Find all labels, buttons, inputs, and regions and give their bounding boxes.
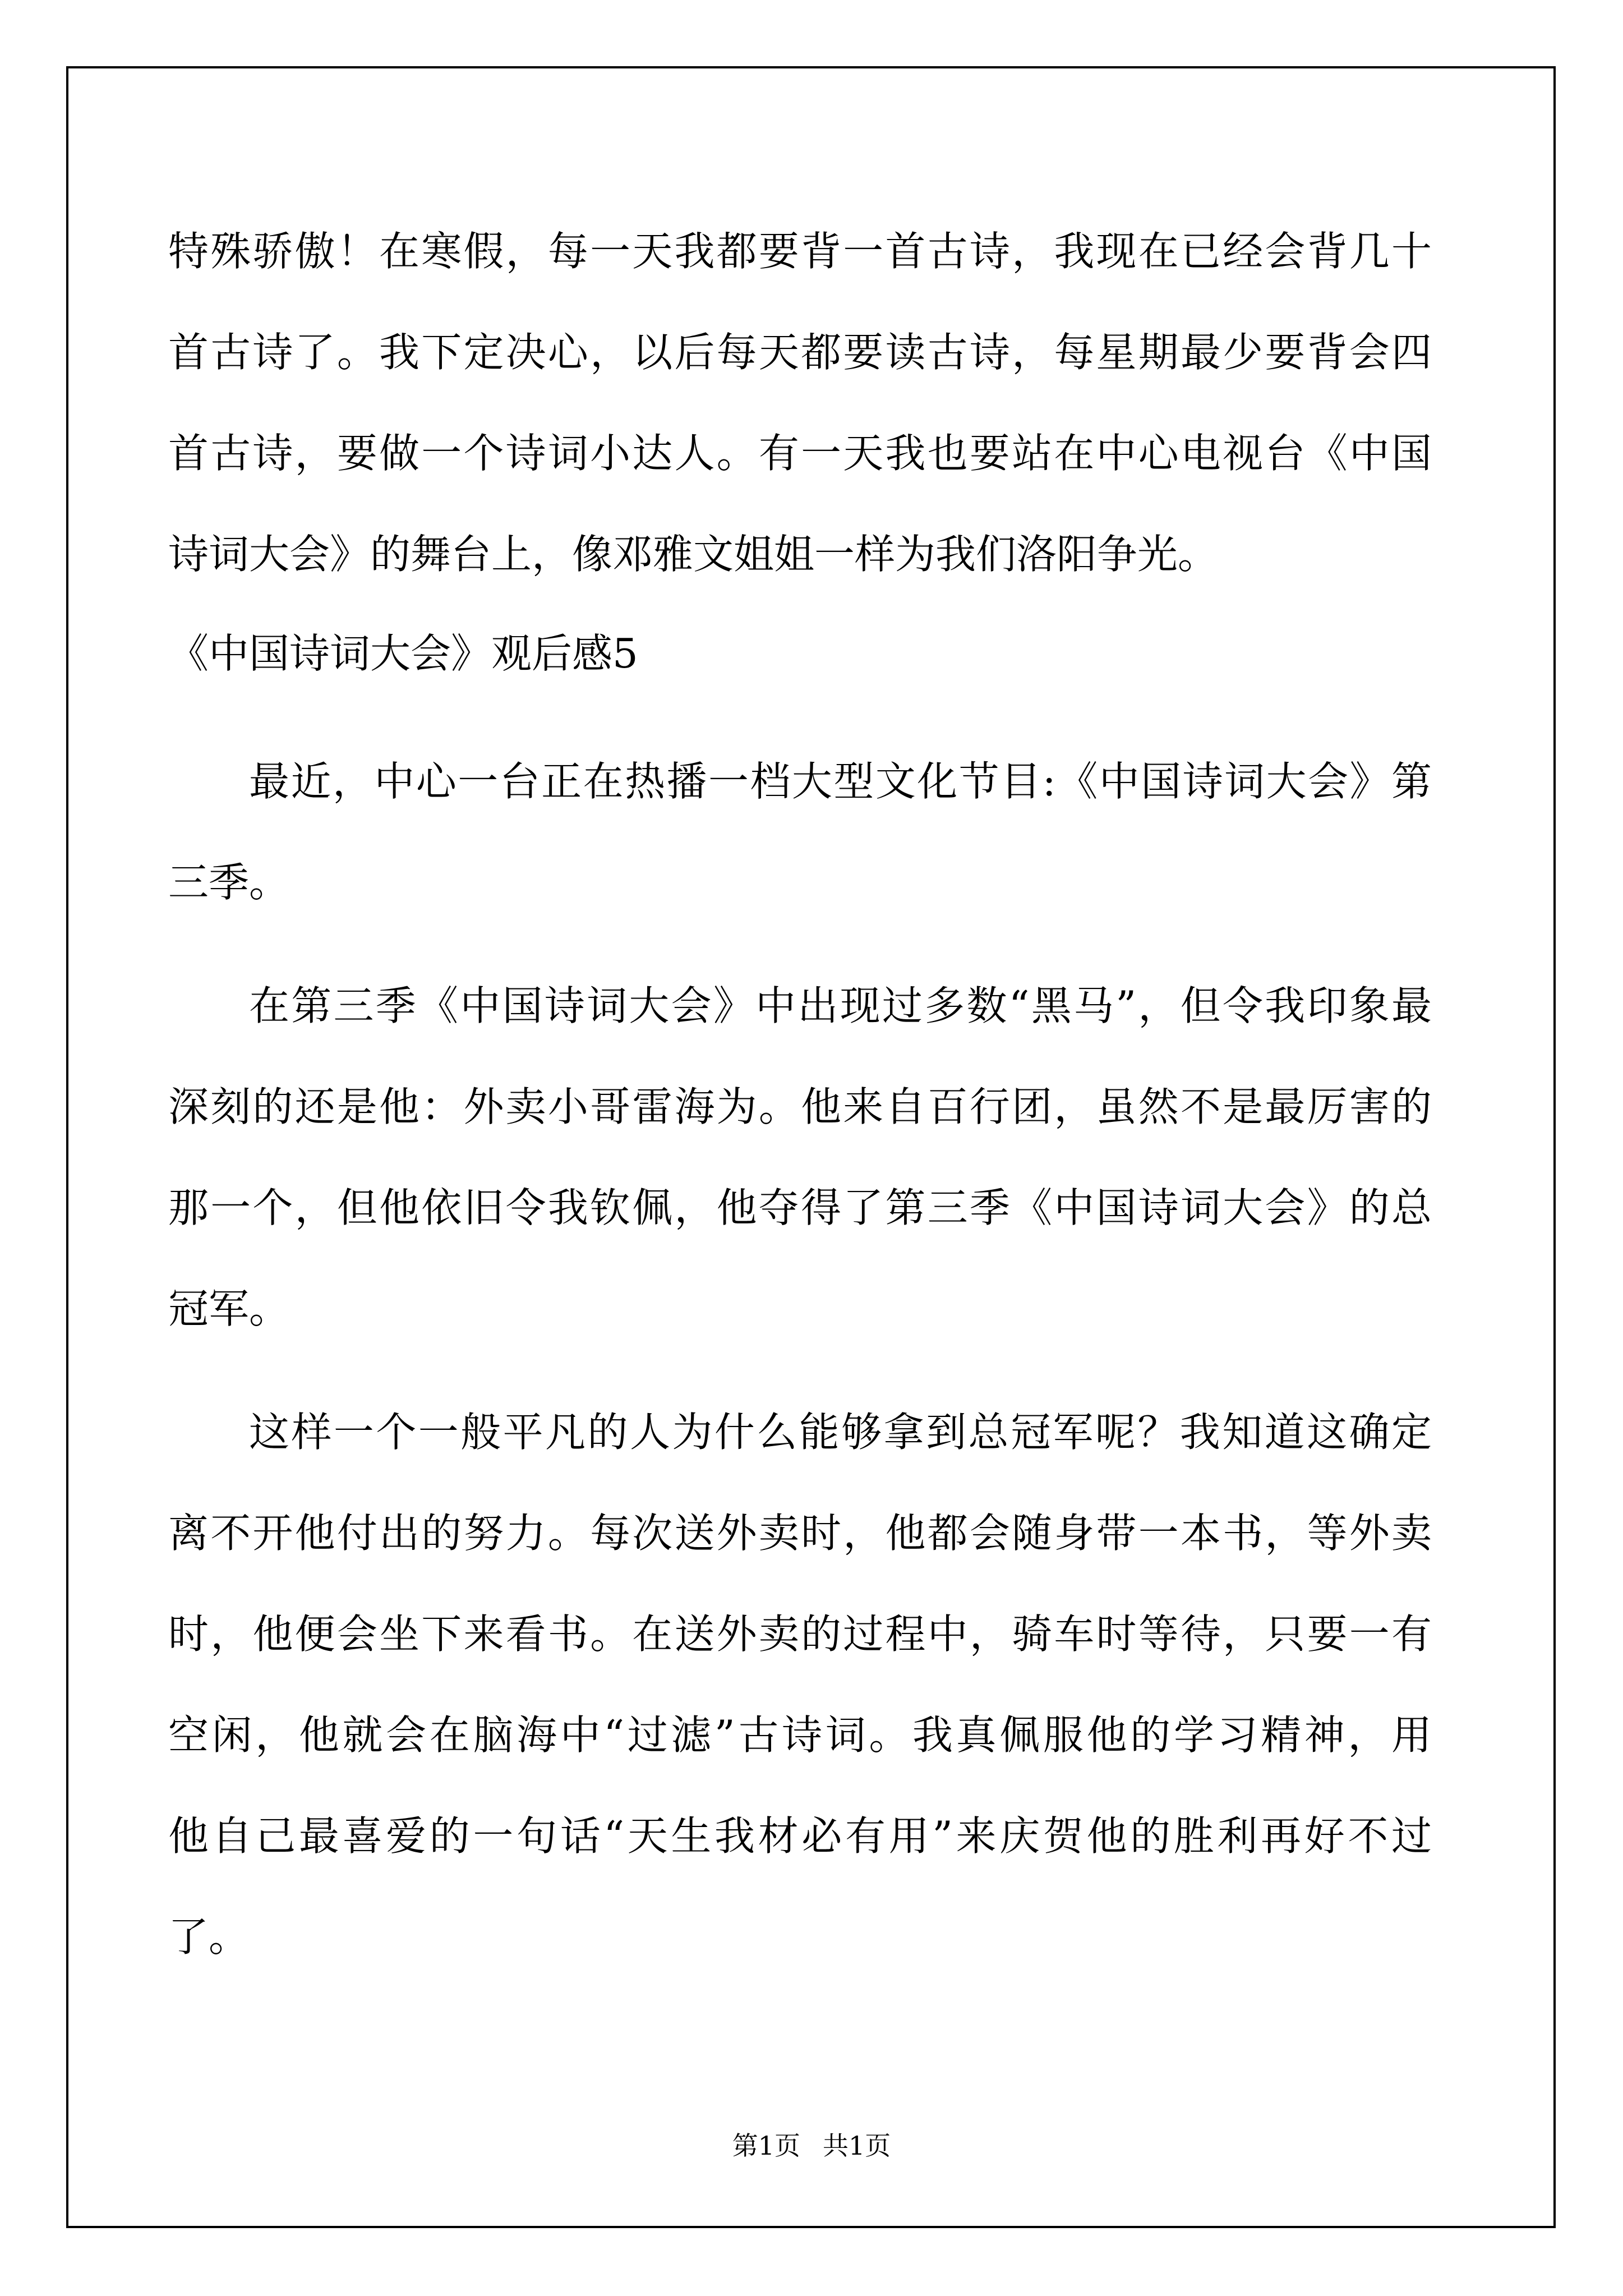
page-border [66,66,1556,2228]
page-footer [0,2129,1623,2162]
text-line: 首古诗，要做一个诗词小达人。有一天我也要站在中心电视台《中国 [168,430,1432,477]
page-number: 第1页 [732,2131,800,2161]
text-line: 冠军。 [168,1285,290,1332]
text-line: 离不开他付出的努力。每次送外卖时，他都会随身带一本书，等外卖 [168,1510,1432,1557]
text-line: 特殊骄傲！在寒假，每一天我都要背一首古诗，我现在已经会背几十 [168,228,1432,275]
text-line: 深刻的还是他：外卖小哥雷海为。他来自百行团，虽然不是最厉害的 [168,1083,1432,1130]
text-line: 诗词大会》的舞台上，像邓雅文姐姐一样为我们洛阳争光。 [168,531,1219,578]
text-line: 这样一个一般平凡的人为什么能够拿到总冠军呢？我知道这确定 [249,1409,1432,1456]
text-line: 首古诗了。我下定决心，以后每天都要读古诗，每星期最少要背会四 [168,329,1432,376]
text-line: 在第三季《中国诗词大会》中出现过多数“黑马”，但令我印象最 [249,982,1432,1029]
text-line: 三季。 [168,859,290,906]
text-line: 他自己最喜爱的一句话“天生我材必有用”来庆贺他的胜利再好不过 [168,1812,1432,1860]
section-heading: 《中国诗词大会》观后感5 [168,630,638,677]
text-line: 那一个，但他依旧令我钦佩，他夺得了第三季《中国诗词大会》的总 [168,1184,1432,1231]
page-count: 共1页 [823,2131,891,2161]
text-line: 了。 [168,1913,250,1961]
text-line: 时，他便会坐下来看书。在送外卖的过程中，骑车时等待，只要一有 [168,1611,1432,1658]
text-line: 最近，中心一台正在热播一档大型文化节目:《中国诗词大会》第 [249,758,1432,805]
text-line: 空闲，他就会在脑海中“过滤”古诗词。我真佩服他的学习精神，用 [168,1711,1432,1759]
